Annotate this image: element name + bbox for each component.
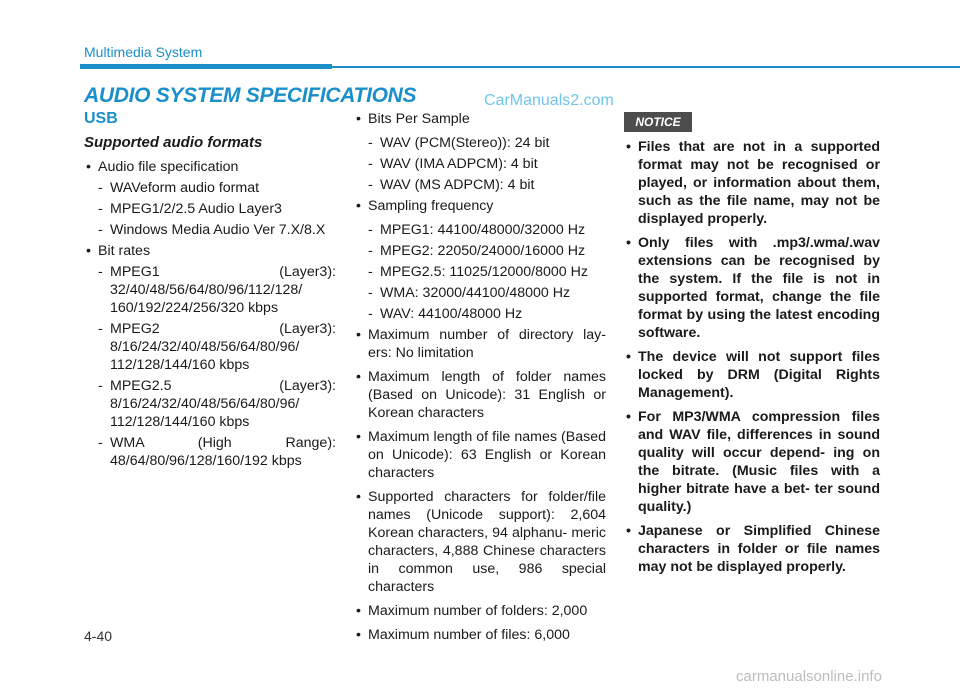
section-header: Multimedia System <box>84 44 203 60</box>
header-bar-thin <box>332 66 960 68</box>
column-usb-specs <box>84 110 336 473</box>
list-item: • Audio file specification <box>84 158 336 176</box>
list-item: • Only files with .mp3/.wma/.wav extensions can be recognised by the system. If the file is not in supported format, change the file format by using the latest encoding software. <box>624 234 880 342</box>
sub-list-item: - WMA (High Range): 48/64/80/96/128/160/192 kbps <box>84 434 336 470</box>
usb-heading: USB <box>84 110 118 127</box>
list-item: • Maximum number of folders: 2,000 <box>354 602 606 620</box>
sub-list-item: - WAV (MS ADPCM): 4 bit <box>354 176 606 194</box>
watermark-bottom: carmanualsonline.info <box>736 668 882 685</box>
sub-list-item: - MPEG1/2/2.5 Audio Layer3 <box>84 200 336 218</box>
sub-list-item: - WAVeform audio format <box>84 179 336 197</box>
sub-list-item: - WAV (PCM(Stereo)): 24 bit <box>354 134 606 152</box>
sub-list-item: - WMA: 32000/44100/48000 Hz <box>354 284 606 302</box>
column-audio-details <box>354 110 606 650</box>
supported-formats-heading: Supported audio formats <box>84 134 263 151</box>
page-number: 4-40 <box>84 628 113 644</box>
sub-list-item: - MPEG1: 44100/48000/32000 Hz <box>354 221 606 239</box>
sub-list-item: - MPEG2.5: 11025/12000/8000 Hz <box>354 263 606 281</box>
list-item: • Bits Per Sample <box>354 110 606 128</box>
notice-badge: NOTICE <box>624 112 692 132</box>
list-item: • Sampling frequency <box>354 197 606 215</box>
list-item: • Maximum number of directory lay- ers: No limitation <box>354 326 606 362</box>
watermark-top: CarManuals2.com <box>484 92 614 109</box>
col2-list <box>354 110 606 644</box>
list-item: • The device will not support files locked by DRM (Digital Rights Management). <box>624 348 880 402</box>
list-item: • Supported characters for folder/file names (Unicode support): 2,604 Korean characters, 94 alphanu- meric characters, 4,888 Chinese characters in common use, 986 special characters <box>354 488 606 596</box>
sub-list-item: - Windows Media Audio Ver 7.X/8.X <box>84 221 336 239</box>
list-item: • Bit rates <box>84 242 336 260</box>
sub-list-item: - WAV: 44100/48000 Hz <box>354 305 606 323</box>
notice-list <box>624 138 880 576</box>
sub-list-item: - MPEG2 (Layer3): 8/16/24/32/40/48/56/64/80/96/ 112/128/144/160 kbps <box>84 320 336 374</box>
list-item: • Files that are not in a supported format may not be recognised or played, or information about them, such as the file name, may not be displayed properly. <box>624 138 880 228</box>
list-item: • Maximum length of file names (Based on Unicode): 63 English or Korean characters <box>354 428 606 482</box>
sub-list-item: - WAV (IMA ADPCM): 4 bit <box>354 155 606 173</box>
sub-list-item: - MPEG2: 22050/24000/16000 Hz <box>354 242 606 260</box>
list-item: • Maximum length of folder names (Based on Unicode): 31 English or Korean characters <box>354 368 606 422</box>
page-title: AUDIO SYSTEM SPECIFICATIONS <box>84 84 417 107</box>
col1-list <box>84 158 336 470</box>
list-item: • Maximum number of files: 6,000 <box>354 626 606 644</box>
list-item: • Japanese or Simplified Chinese characters in folder or file names may not be displayed properly. <box>624 522 880 576</box>
list-item: • For MP3/WMA compression files and WAV file, differences in sound quality will occur depend- ing on the bitrate. (Music files with a higher bitrate have a bet- ter sound quality.) <box>624 408 880 516</box>
sub-list-item: - MPEG2.5 (Layer3): 8/16/24/32/40/48/56/64/80/96/ 112/128/144/160 kbps <box>84 377 336 431</box>
header-bar-thick <box>80 64 332 69</box>
column-notice <box>624 138 880 582</box>
sub-list-item: - MPEG1 (Layer3): 32/40/48/56/64/80/96/112/128/ 160/192/224/256/320 kbps <box>84 263 336 317</box>
